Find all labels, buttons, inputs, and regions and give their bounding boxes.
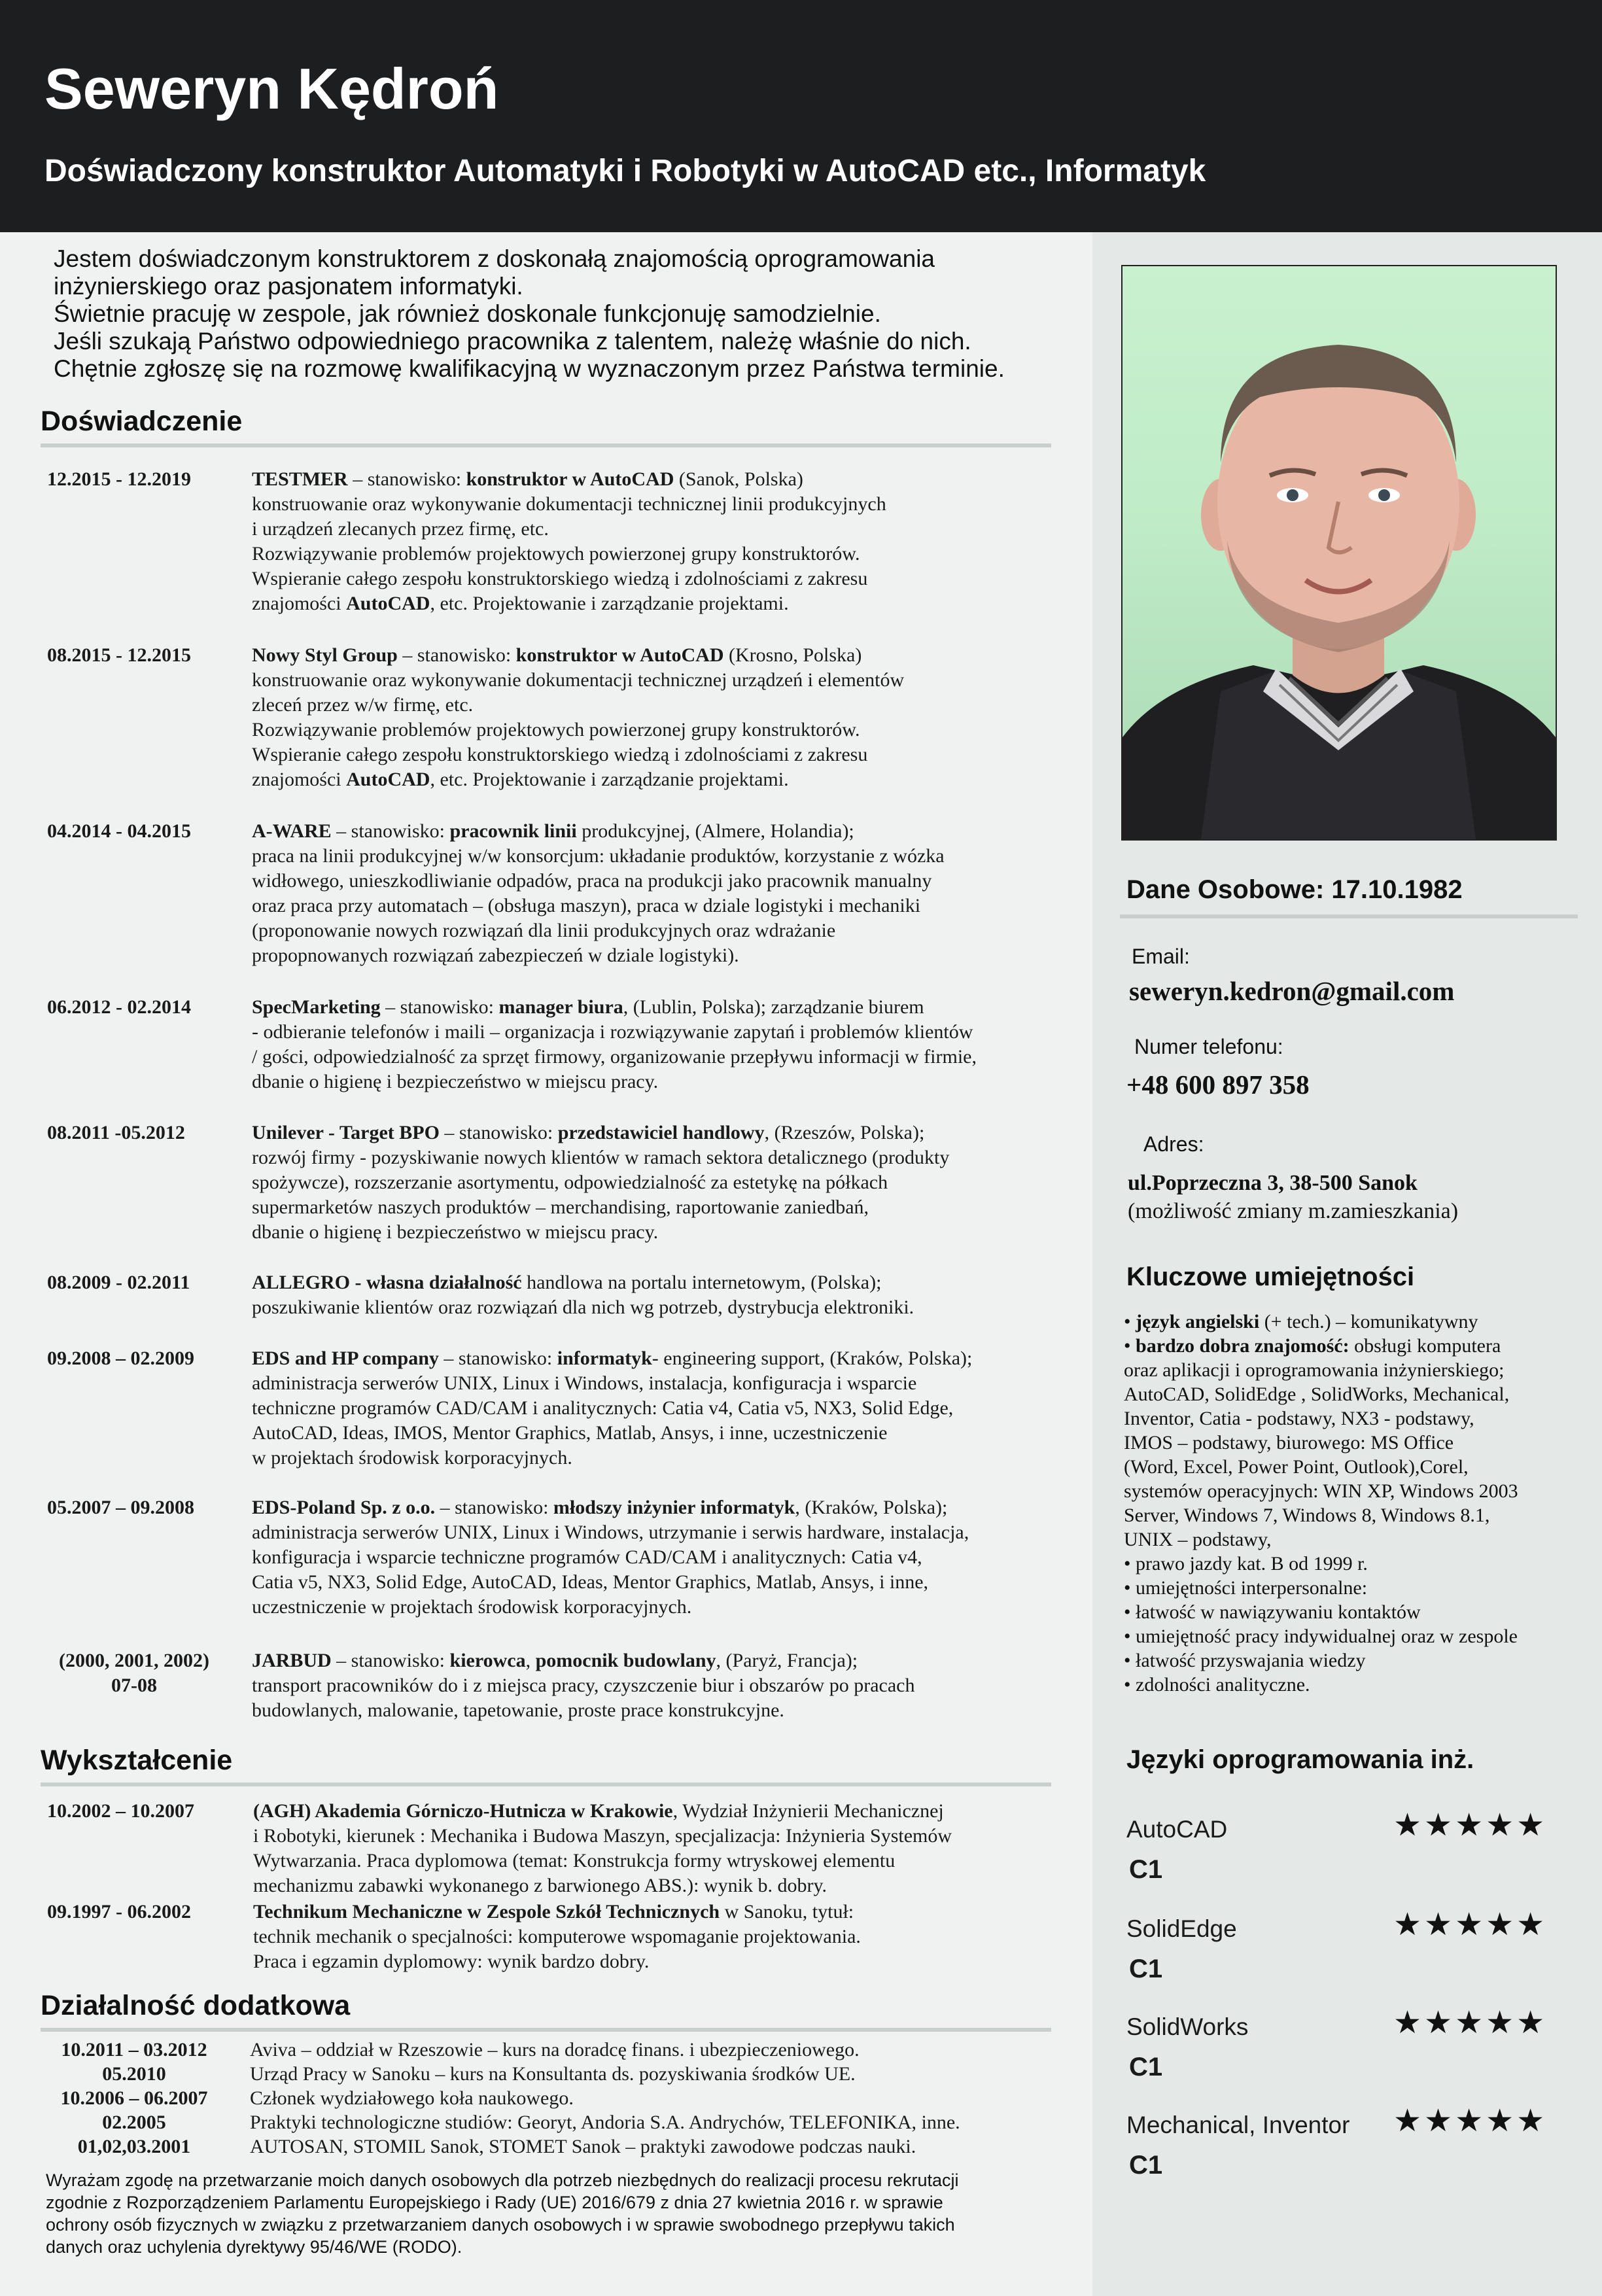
entry-body — [252, 1270, 1102, 1320]
language-level: C1 — [1129, 2053, 1163, 2081]
entry-line: supermarketów naszych produktów – merchandising, raportowanie zaniedbań, — [252, 1196, 869, 1218]
company-name: A-WARE — [252, 820, 332, 842]
entry-text: - engineering support, (Kraków, Polska); — [652, 1348, 973, 1369]
skill-line: (Word, Excel, Power Point, Outlook),Corel, — [1124, 1456, 1469, 1478]
entry-line: zleceń przez w/w firmę, etc. — [252, 694, 474, 716]
entry-date: 08.2009 - 02.2011 — [47, 1272, 190, 1293]
job-role: pracownik linii — [449, 820, 577, 842]
section-divider — [41, 444, 1051, 447]
job-role: przedstawiciel handlowy — [557, 1122, 765, 1143]
entry-text: handlowa na portalu internetowym, (Polska); — [521, 1272, 882, 1293]
candidate-title: Doświadczony konstruktor Automatyki i Robotyki w AutoCAD etc., Informatyk — [44, 154, 1206, 188]
entry-text: produkcyjnej, (Almere, Holandia); — [576, 820, 854, 842]
entry-line: Catia v5, NX3, Solid Edge, AutoCAD, Ideas, Mentor Graphics, Matlab, Ansys, i inne, — [252, 1571, 929, 1593]
activity-row — [46, 2110, 1092, 2134]
skill-line: oraz aplikacji i oprogramowania inżynierskiego; — [1124, 1359, 1505, 1381]
entry-body — [253, 1900, 1104, 1974]
activities-list — [46, 2038, 1092, 2159]
phone-label: Numer telefonu: — [1134, 1035, 1283, 1058]
entry-line: AutoCAD, Ideas, IMOS, Mentor Graphics, Matlab, Ansys, i inne, uczestniczenie — [252, 1422, 888, 1444]
entry-line: oraz praca przy automatach – (obsługa maszyn), praca w dziale logistyki i mechaniki — [252, 895, 921, 916]
gdpr-line: ochrony osób fizycznych w związku z przetwarzaniem danych osobowych i w sprawie swobodnego przepływu takich — [46, 2215, 955, 2235]
section-divider — [41, 1783, 1051, 1786]
job-role: manager biura — [498, 996, 623, 1018]
entry-body — [252, 1648, 1102, 1723]
skill-line: • łatwość w nawiązywaniu kontaktów — [1124, 1601, 1421, 1623]
entry-body — [252, 1495, 1102, 1620]
entry-text: , — [525, 1650, 536, 1671]
entry-date — [46, 1648, 222, 1698]
company-name: ALLEGRO — [252, 1272, 351, 1293]
entry-line: spożywcze), rozszerzanie asortymentu, odpowiedzialność za estetykę na półkach — [252, 1172, 888, 1193]
gdpr-line: Wyrażam zgodę na przetwarzanie moich danych osobowych dla potrzeb niezbędnych do realizacji procesu rekrutacji — [46, 2170, 959, 2190]
entry-text: znajomości — [252, 593, 347, 614]
entry-date: 08.2011 -05.2012 — [47, 1122, 185, 1143]
entry-text: , (Lublin, Polska); zarządzanie biurem — [623, 996, 924, 1018]
entry-line: Wytwarzania. Praca dyplomowa (temat: Konstrukcja formy wtryskowej elementu — [253, 1850, 896, 1871]
job-role: własna działalność — [366, 1272, 522, 1293]
activity-text: Aviva – oddział w Rzeszowie – kurs na doradcę finans. i ubezpieczeniowego. — [250, 2039, 860, 2061]
portrait-illustration — [1123, 266, 1556, 839]
candidate-name: Seweryn Kędroń — [44, 56, 499, 121]
header-bar — [0, 0, 1602, 232]
entry-line: - odbieranie telefonów i maili – organizacja i rozwiązywanie zapytań i problemów klientów — [252, 1021, 973, 1043]
gdpr-line: danych oraz uchylenia dyrektywy 95/46/WE (RODO). — [46, 2237, 462, 2257]
gdpr-consent — [46, 2169, 1079, 2258]
entry-line: dbanie o higienę i bezpieczeństwo w miejscu pracy. — [252, 1071, 659, 1092]
entry-line: uczestniczenie w projektach środowisk korporacyjnych. — [252, 1596, 692, 1618]
entry-text: , etc. Projektowanie i zarządzanie projektami. — [430, 769, 789, 790]
entry-line: praca na linii produkcyjnej w/w konsorcjum: układanie produktów, korzystanie z wózka — [252, 845, 945, 867]
activity-text: Członek wydziałowego koła naukowego. — [250, 2087, 574, 2109]
intro-line: Świetnie pracuję w zespole, jak również doskonale funkcjonuję samodzielnie. — [54, 300, 881, 327]
skills-list — [1124, 1310, 1595, 1697]
language-name: SolidEdge — [1126, 1915, 1237, 1942]
intro-line: inżynierskiego oraz pasjonatem informatyki. — [54, 273, 523, 300]
entry-text: znajomości — [252, 769, 347, 790]
company-name: EDS-Poland Sp. z o.o. — [252, 1497, 436, 1518]
entry-line: propopnowanych rozwiązań zabezpieczeń w dziale logistyki). — [252, 945, 739, 966]
school-name: Technikum Mechaniczne w Zespole Szkół Technicznych — [253, 1901, 720, 1922]
activity-row — [46, 2134, 1092, 2159]
entry-body — [253, 1799, 1104, 1898]
job-role: kierowca — [449, 1650, 526, 1671]
entry-text: – stanowisko: — [435, 1497, 553, 1518]
education-heading: Wykształcenie — [41, 1745, 233, 1776]
company-name: Unilever - Target BPO — [252, 1122, 440, 1143]
language-name: SolidWorks — [1126, 2013, 1249, 2040]
entry-bold: AutoCAD — [346, 769, 430, 790]
language-level: C1 — [1129, 1855, 1163, 1884]
skill-line: • prawo jazdy kat. B od 1999 r. — [1124, 1553, 1368, 1574]
skill-line: • język angielski (+ tech.) – komunikatywny — [1124, 1311, 1478, 1332]
activity-date: 02.2005 — [102, 2112, 166, 2133]
activity-text: Praktyki technologiczne studiów: Georyt, Andoria S.A. Andrychów, TELEFONIKA, inne. — [250, 2112, 960, 2133]
skill-line: UNIX – podstawy, — [1124, 1529, 1272, 1550]
entry-text: w Sanoku, tytuł: — [720, 1901, 854, 1922]
language-level: C1 — [1129, 2151, 1163, 2180]
entry-line: rozwój firmy - pozyskiwanie nowych klientów w ramach sektora detalicznego (produkty — [252, 1147, 950, 1168]
skill-line: IMOS – podstawy, biurowego: MS Office — [1124, 1432, 1454, 1453]
company-name: Nowy Styl Group — [252, 644, 398, 666]
activity-date: 10.2006 – 06.2007 — [60, 2087, 208, 2109]
intro-text — [54, 245, 1074, 383]
star-rating-icon: ★★★★★ — [1393, 1906, 1548, 1943]
entry-body — [252, 995, 1102, 1094]
entry-line: techniczne programów CAD/CAM i analitycznych: Catia v4, Catia v5, NX3, Solid Edge, — [252, 1397, 954, 1419]
entry-date-line: (2000, 2001, 2002) — [59, 1650, 209, 1671]
entry-text: – stanowisko: — [331, 1650, 450, 1671]
school-name: (AGH) Akademia Górniczo-Hutnicza w Krakowie — [253, 1800, 673, 1822]
entry-text: – stanowisko: — [347, 468, 466, 490]
profile-photo — [1121, 265, 1557, 841]
activity-text: AUTOSAN, STOMIL Sanok, STOMET Sanok – praktyki zawodowe podczas nauki. — [250, 2136, 916, 2157]
entry-line: konstruowanie oraz wykonywanie dokumentacji technicznej linii produkcyjnych — [252, 493, 886, 515]
language-name: Mechanical, Inventor — [1126, 2112, 1350, 2138]
skill-line: Inventor, Catia - podstawy, NX3 - podstawy, — [1124, 1408, 1474, 1429]
entry-text: , etc. Projektowanie i zarządzanie projektami. — [430, 593, 789, 614]
entry-line: dbanie o higienę i bezpieczeństwo w miejscu pracy. — [252, 1221, 659, 1243]
entry-text: , (Paryż, Francja); — [716, 1650, 858, 1671]
email-label: Email: — [1132, 945, 1190, 968]
entry-line: widłowego, unieszkodliwianie odpadów, praca na produkcji jako pracownik manualny — [252, 870, 932, 892]
entry-text: – stanowisko: — [380, 996, 499, 1018]
entry-body — [252, 1121, 1102, 1245]
activity-date: 01,02,03.2001 — [77, 2136, 191, 2157]
entry-date: 12.2015 - 12.2019 — [47, 468, 191, 490]
address-label: Adres: — [1143, 1132, 1204, 1156]
entry-line: (proponowanie nowych rozwiązań dla linii produkcyjnych oraz wdrażanie — [252, 920, 836, 941]
section-divider — [1120, 914, 1578, 918]
entry-line: Rozwiązywanie problemów projektowych powierzonej grupy konstruktorów. — [252, 543, 860, 565]
entry-line: Rozwiązywanie problemów projektowych powierzonej grupy konstruktorów. — [252, 719, 860, 740]
entry-text: (Sanok, Polska) — [674, 468, 803, 490]
entry-line: Wspieranie całego zespołu konstruktorskiego wiedzą i zdolnościami z zakresu — [252, 568, 868, 589]
personal-heading: Dane Osobowe: 17.10.1982 — [1126, 875, 1463, 904]
activity-date: 10.2011 – 03.2012 — [61, 2039, 207, 2061]
address-note: (możliwość zmiany m.zamieszkania) — [1128, 1199, 1459, 1223]
entry-body — [252, 643, 1102, 792]
job-role: informatyk — [557, 1348, 652, 1369]
entry-date: 08.2015 - 12.2015 — [47, 644, 191, 666]
company-name: JARBUD — [252, 1650, 332, 1671]
entry-text: , Wydział Inżynierii Mechanicznej — [672, 1800, 944, 1822]
star-rating-icon: ★★★★★ — [1393, 2004, 1548, 2041]
section-divider — [41, 2028, 1051, 2032]
entry-line: i urządzeń zlecanych przez firmę, etc. — [252, 518, 549, 540]
activity-date: 05.2010 — [102, 2063, 166, 2085]
entry-line: konstruowanie oraz wykonywanie dokumentacji technicznej urządzeń i elementów — [252, 669, 905, 691]
entry-line: konfiguracja i wsparcie techniczne programów CAD/CAM i analitycznych: Catia v4, — [252, 1546, 922, 1568]
skill-line: • zdolności analityczne. — [1124, 1674, 1310, 1696]
address-value: ul.Poprzeczna 3, 38-500 Sanok — [1128, 1171, 1418, 1195]
entry-date: 06.2012 - 02.2014 — [47, 996, 191, 1018]
skills-heading: Kluczowe umiejętności — [1126, 1262, 1415, 1291]
skill-line: • umiejętność pracy indywidualnej oraz w zespole — [1124, 1626, 1518, 1647]
activity-row — [46, 2086, 1092, 2110]
email-value[interactable]: seweryn.kedron@gmail.com — [1129, 976, 1455, 1006]
language-name: AutoCAD — [1126, 1816, 1228, 1843]
company-name: EDS and HP company — [252, 1348, 439, 1369]
entry-line: poszukiwanie klientów oraz rozwiązań dla nich wg potrzeb, dystrybucja elektroniki. — [252, 1296, 914, 1318]
entry-line: i Robotyki, kierunek : Mechanika i Budowa Maszyn, specjalizacja: Inżynieria Systemów — [253, 1825, 952, 1847]
entry-bold: AutoCAD — [346, 593, 430, 614]
entry-date: 09.2008 – 02.2009 — [47, 1348, 194, 1369]
entry-line: Wspieranie całego zespołu konstruktorskiego wiedzą i zdolnościami z zakresu — [252, 744, 868, 765]
activity-row — [46, 2062, 1092, 2086]
skill-line: AutoCAD, SolidEdge , SolidWorks, Mechanical, — [1124, 1383, 1510, 1405]
company-name: TESTMER — [252, 468, 348, 490]
entry-date: 09.1997 - 06.2002 — [47, 1901, 191, 1922]
entry-line: administracja serwerów UNIX, Linux i Windows, utrzymanie i serwis hardware, instalacja, — [252, 1522, 969, 1543]
entry-text: – stanowisko: — [439, 1122, 558, 1143]
job-role: konstruktor w AutoCAD — [515, 644, 724, 666]
star-rating-icon: ★★★★★ — [1393, 2102, 1548, 2139]
entry-date: 05.2007 – 09.2008 — [47, 1497, 194, 1518]
entry-text: – stanowisko: — [438, 1348, 557, 1369]
entry-date-line: 07-08 — [111, 1675, 157, 1696]
entry-line: / gości, odpowiedzialność za sprzęt firmowy, organizowanie przepływu informacji w firmie, — [252, 1046, 977, 1068]
job-role: pomocnik budowlany — [535, 1650, 716, 1671]
entry-line: Praca i egzamin dyplomowy: wynik bardzo dobry. — [253, 1951, 650, 1972]
entry-body — [252, 1346, 1102, 1470]
activity-row — [46, 2038, 1092, 2062]
skill-line: • umiejętności interpersonalne: — [1124, 1577, 1368, 1599]
language-level: C1 — [1129, 1955, 1163, 1983]
entry-text: – stanowisko: — [397, 644, 516, 666]
entry-text: , (Rzeszów, Polska); — [764, 1122, 925, 1143]
job-role: konstruktor w AutoCAD — [466, 468, 674, 490]
entry-line: administracja serwerów UNIX, Linux i Windows, instalacja, konfiguracja i wsparcie — [252, 1372, 917, 1394]
skill-line: systemów operacyjnych: WIN XP, Windows 2003 — [1124, 1480, 1518, 1502]
entry-body — [252, 819, 1102, 968]
entry-line: w projektach środowisk korporacyjnych. — [252, 1447, 572, 1469]
languages-heading: Języki oprogramowania inż. — [1126, 1745, 1474, 1774]
entry-text: (Krosno, Polska) — [723, 644, 862, 666]
activities-heading: Działalność dodatkowa — [41, 1990, 351, 2021]
entry-line: technik mechanik o specjalności: komputerowe wspomaganie projektowania. — [253, 1926, 861, 1947]
intro-line: Jestem doświadczonym konstruktorem z doskonałą znajomością oprogramowania — [54, 245, 935, 272]
intro-line: Chętnie zgłoszę się na rozmowę kwalifikacyjną w wyznaczonym przez Państwa terminie. — [54, 355, 1005, 382]
gdpr-line: zgodnie z Rozporządzeniem Parlamentu Europejskiego i Rady (UE) 2016/679 z dnia 27 kwietnia 2016 r. w sprawie — [46, 2193, 943, 2212]
intro-line: Jeśli szukają Państwo odpowiedniego pracownika z talentem, należę właśnie do nich. — [54, 328, 971, 355]
experience-heading: Doświadczenie — [41, 406, 243, 437]
company-name: SpecMarketing — [252, 996, 381, 1018]
entry-text: - — [350, 1272, 367, 1293]
phone-value[interactable]: +48 600 897 358 — [1126, 1070, 1310, 1100]
entry-body — [252, 467, 1102, 616]
entry-line: transport pracowników do i z miejsca pracy, czyszczenie biur i obszarów po pracach — [252, 1675, 915, 1696]
star-rating-icon: ★★★★★ — [1393, 1807, 1548, 1843]
job-role: młodszy inżynier informatyk — [553, 1497, 795, 1518]
entry-line: budowlanych, malowanie, tapetowanie, proste prace konstrukcyjne. — [252, 1699, 784, 1721]
entry-date: 10.2002 – 10.2007 — [47, 1800, 194, 1822]
entry-line: mechanizmu zabawki wykonanego z barwionego ABS.): wynik b. dobry. — [253, 1875, 827, 1896]
skill-line: Server, Windows 7, Windows 8, Windows 8.1, — [1124, 1505, 1490, 1526]
skill-line: • bardzo dobra znajomość: obsługi komputera — [1124, 1335, 1501, 1357]
entry-date: 04.2014 - 04.2015 — [47, 820, 191, 842]
activity-text: Urząd Pracy w Sanoku – kurs na Konsultanta ds. pozyskiwania środków UE. — [250, 2063, 856, 2085]
entry-text: – stanowisko: — [331, 820, 450, 842]
skill-line: • łatwość przyswajania wiedzy — [1124, 1650, 1366, 1671]
entry-text: , (Kraków, Polska); — [795, 1497, 948, 1518]
